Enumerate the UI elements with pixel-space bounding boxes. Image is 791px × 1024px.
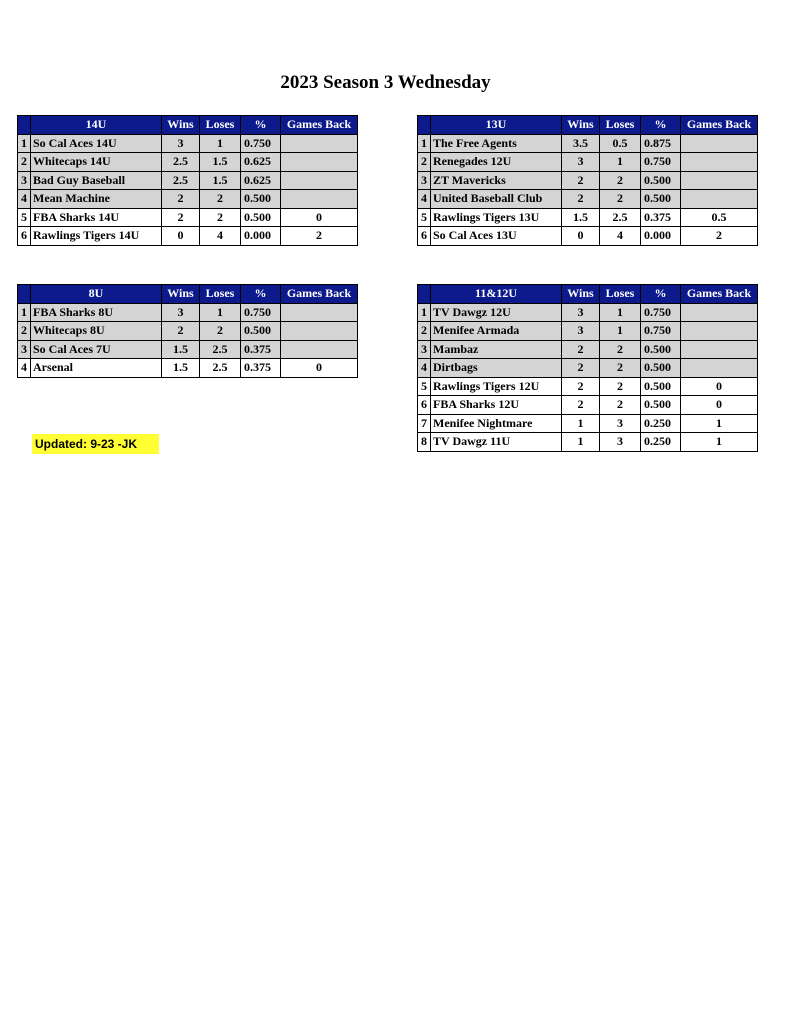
games-back-cell <box>681 134 758 153</box>
wins-cell: 0 <box>562 227 600 246</box>
loses-header: Loses <box>200 116 241 135</box>
division-name: 8U <box>31 285 162 304</box>
table-header-row <box>18 285 358 304</box>
table-row <box>418 322 758 341</box>
rank-cell: 1 <box>18 303 31 322</box>
loses-cell: 2 <box>600 171 641 190</box>
standings-table-8u <box>17 284 358 378</box>
wins-cell: 2 <box>562 340 600 359</box>
games-back-cell <box>681 340 758 359</box>
table-row <box>18 190 358 209</box>
games-back-cell <box>281 303 358 322</box>
table-header-row <box>18 116 358 135</box>
rank-cell: 3 <box>18 340 31 359</box>
games-back-header: Games Back <box>681 116 758 135</box>
rank-cell: 5 <box>18 208 31 227</box>
team-cell: ZT Mavericks <box>431 171 562 190</box>
pct-cell: 0.500 <box>641 377 681 396</box>
pct-cell: 0.750 <box>241 134 281 153</box>
loses-cell: 4 <box>600 227 641 246</box>
games-back-cell: 0 <box>281 359 358 378</box>
loses-header: Loses <box>200 285 241 304</box>
loses-cell: 1.5 <box>200 171 241 190</box>
division-name: 11&12U <box>431 285 562 304</box>
wins-cell: 2 <box>562 377 600 396</box>
division-name: 14U <box>31 116 162 135</box>
team-cell: FBA Sharks 14U <box>31 208 162 227</box>
table-row <box>418 359 758 378</box>
wins-cell: 3 <box>562 322 600 341</box>
updated-note: Updated: 9-23 -JK <box>32 434 159 454</box>
wins-cell: 2 <box>562 359 600 378</box>
pct-cell: 0.625 <box>241 153 281 172</box>
wins-cell: 3.5 <box>562 134 600 153</box>
wins-cell: 2 <box>162 190 200 209</box>
rank-header <box>18 285 31 304</box>
games-back-cell <box>681 303 758 322</box>
games-back-cell: 0 <box>681 396 758 415</box>
team-cell: So Cal Aces 13U <box>431 227 562 246</box>
table-row <box>18 153 358 172</box>
pct-cell: 0.750 <box>641 322 681 341</box>
team-cell: Rawlings Tigers 14U <box>31 227 162 246</box>
games-back-cell: 1 <box>681 414 758 433</box>
games-back-cell: 0.5 <box>681 208 758 227</box>
games-back-cell <box>681 190 758 209</box>
team-cell: Mean Machine <box>31 190 162 209</box>
team-cell: Rawlings Tigers 13U <box>431 208 562 227</box>
loses-cell: 1 <box>600 303 641 322</box>
games-back-cell <box>281 322 358 341</box>
table-row <box>418 303 758 322</box>
table-row <box>18 340 358 359</box>
rank-cell: 6 <box>18 227 31 246</box>
loses-cell: 1 <box>200 303 241 322</box>
rank-cell: 2 <box>18 153 31 172</box>
table-row <box>418 340 758 359</box>
rank-cell: 5 <box>418 208 431 227</box>
table-row <box>418 414 758 433</box>
rank-cell: 1 <box>418 303 431 322</box>
rank-cell: 1 <box>18 134 31 153</box>
team-cell: Rawlings Tigers 12U <box>431 377 562 396</box>
wins-cell: 2 <box>562 171 600 190</box>
table-row <box>18 227 358 246</box>
team-cell: FBA Sharks 12U <box>431 396 562 415</box>
team-cell: Whitecaps 8U <box>31 322 162 341</box>
rank-cell: 6 <box>418 227 431 246</box>
loses-cell: 3 <box>600 433 641 452</box>
rank-cell: 3 <box>418 340 431 359</box>
team-cell: TV Dawgz 12U <box>431 303 562 322</box>
loses-cell: 4 <box>200 227 241 246</box>
wins-cell: 3 <box>162 134 200 153</box>
pct-cell: 0.375 <box>641 208 681 227</box>
wins-cell: 2 <box>162 322 200 341</box>
rank-cell: 2 <box>418 322 431 341</box>
loses-cell: 0.5 <box>600 134 641 153</box>
wins-cell: 2 <box>562 190 600 209</box>
rank-cell: 2 <box>18 322 31 341</box>
loses-cell: 1 <box>600 153 641 172</box>
games-back-cell: 2 <box>281 227 358 246</box>
pct-cell: 0.500 <box>241 322 281 341</box>
loses-cell: 1 <box>600 322 641 341</box>
games-back-cell <box>681 359 758 378</box>
games-back-cell: 1 <box>681 433 758 452</box>
loses-cell: 2 <box>600 377 641 396</box>
wins-cell: 1 <box>562 433 600 452</box>
games-back-cell <box>281 134 358 153</box>
loses-cell: 2 <box>600 396 641 415</box>
team-cell: Arsenal <box>31 359 162 378</box>
pct-cell: 0.500 <box>641 359 681 378</box>
pct-cell: 0.500 <box>641 190 681 209</box>
table-row <box>418 396 758 415</box>
pct-cell: 0.500 <box>641 171 681 190</box>
team-cell: So Cal Aces 14U <box>31 134 162 153</box>
loses-header: Loses <box>600 116 641 135</box>
wins-cell: 3 <box>162 303 200 322</box>
rank-cell: 4 <box>418 359 431 378</box>
table-row <box>18 208 358 227</box>
pct-header: % <box>641 285 681 304</box>
loses-cell: 2 <box>600 340 641 359</box>
games-back-cell <box>281 190 358 209</box>
games-back-header: Games Back <box>281 116 358 135</box>
pct-cell: 0.375 <box>241 359 281 378</box>
team-cell: The Free Agents <box>431 134 562 153</box>
pct-header: % <box>241 116 281 135</box>
table-row <box>18 134 358 153</box>
wins-header: Wins <box>562 285 600 304</box>
pct-cell: 0.750 <box>241 303 281 322</box>
loses-header: Loses <box>600 285 641 304</box>
wins-header: Wins <box>162 116 200 135</box>
table-row <box>18 359 358 378</box>
loses-cell: 2.5 <box>200 340 241 359</box>
wins-header: Wins <box>562 116 600 135</box>
loses-cell: 3 <box>600 414 641 433</box>
wins-header: Wins <box>162 285 200 304</box>
pct-header: % <box>641 116 681 135</box>
team-cell: Whitecaps 14U <box>31 153 162 172</box>
team-cell: Renegades 12U <box>431 153 562 172</box>
team-cell: Mambaz <box>431 340 562 359</box>
rank-cell: 2 <box>418 153 431 172</box>
games-back-cell: 0 <box>281 208 358 227</box>
standings-table-14u <box>17 115 358 246</box>
team-cell: Menifee Armada <box>431 322 562 341</box>
games-back-cell <box>681 153 758 172</box>
table-row <box>418 171 758 190</box>
pct-cell: 0.000 <box>641 227 681 246</box>
rank-cell: 4 <box>418 190 431 209</box>
games-back-cell <box>281 153 358 172</box>
pct-cell: 0.375 <box>241 340 281 359</box>
games-back-cell <box>681 171 758 190</box>
games-back-cell: 2 <box>681 227 758 246</box>
pct-cell: 0.500 <box>241 190 281 209</box>
pct-cell: 0.250 <box>641 433 681 452</box>
rank-header <box>18 116 31 135</box>
wins-cell: 0 <box>162 227 200 246</box>
team-cell: Bad Guy Baseball <box>31 171 162 190</box>
table-row <box>418 433 758 452</box>
team-cell: Menifee Nightmare <box>431 414 562 433</box>
loses-cell: 2 <box>600 190 641 209</box>
page-title: 2023 Season 3 Wednesday <box>280 72 491 93</box>
table-header-row <box>418 285 758 304</box>
pct-cell: 0.500 <box>641 396 681 415</box>
rank-header <box>418 285 431 304</box>
wins-cell: 2 <box>162 208 200 227</box>
table-row <box>418 227 758 246</box>
wins-cell: 2.5 <box>162 171 200 190</box>
team-cell: Dirtbags <box>431 359 562 378</box>
loses-cell: 2.5 <box>200 359 241 378</box>
table-row <box>418 190 758 209</box>
games-back-cell: 0 <box>681 377 758 396</box>
pct-cell: 0.250 <box>641 414 681 433</box>
loses-cell: 2 <box>200 190 241 209</box>
loses-cell: 2.5 <box>600 208 641 227</box>
rank-cell: 3 <box>418 171 431 190</box>
pct-cell: 0.500 <box>641 340 681 359</box>
table-row <box>18 322 358 341</box>
pct-header: % <box>241 285 281 304</box>
team-cell: So Cal Aces 7U <box>31 340 162 359</box>
table-header-row <box>418 116 758 135</box>
team-cell: United Baseball Club <box>431 190 562 209</box>
loses-cell: 1.5 <box>200 153 241 172</box>
rank-cell: 7 <box>418 414 431 433</box>
loses-cell: 2 <box>200 208 241 227</box>
team-cell: TV Dawgz 11U <box>431 433 562 452</box>
table-row <box>418 377 758 396</box>
rank-cell: 1 <box>418 134 431 153</box>
loses-cell: 1 <box>200 134 241 153</box>
rank-cell: 8 <box>418 433 431 452</box>
games-back-cell <box>281 340 358 359</box>
standings-table-11-12u <box>417 284 758 452</box>
games-back-header: Games Back <box>281 285 358 304</box>
rank-cell: 3 <box>18 171 31 190</box>
loses-cell: 2 <box>600 359 641 378</box>
games-back-cell <box>281 171 358 190</box>
table-row <box>418 134 758 153</box>
rank-cell: 4 <box>18 359 31 378</box>
wins-cell: 2.5 <box>162 153 200 172</box>
pct-cell: 0.625 <box>241 171 281 190</box>
wins-cell: 1 <box>562 414 600 433</box>
table-row <box>418 208 758 227</box>
wins-cell: 1.5 <box>162 340 200 359</box>
loses-cell: 2 <box>200 322 241 341</box>
pct-cell: 0.750 <box>641 153 681 172</box>
rank-cell: 6 <box>418 396 431 415</box>
team-cell: FBA Sharks 8U <box>31 303 162 322</box>
games-back-cell <box>681 322 758 341</box>
wins-cell: 3 <box>562 303 600 322</box>
pct-cell: 0.875 <box>641 134 681 153</box>
division-name: 13U <box>431 116 562 135</box>
table-row <box>418 153 758 172</box>
wins-cell: 3 <box>562 153 600 172</box>
pct-cell: 0.750 <box>641 303 681 322</box>
rank-cell: 4 <box>18 190 31 209</box>
table-row <box>18 303 358 322</box>
rank-cell: 5 <box>418 377 431 396</box>
games-back-header: Games Back <box>681 285 758 304</box>
wins-cell: 2 <box>562 396 600 415</box>
pct-cell: 0.000 <box>241 227 281 246</box>
pct-cell: 0.500 <box>241 208 281 227</box>
rank-header <box>418 116 431 135</box>
wins-cell: 1.5 <box>562 208 600 227</box>
table-row <box>18 171 358 190</box>
wins-cell: 1.5 <box>162 359 200 378</box>
standings-table-13u <box>417 115 758 246</box>
